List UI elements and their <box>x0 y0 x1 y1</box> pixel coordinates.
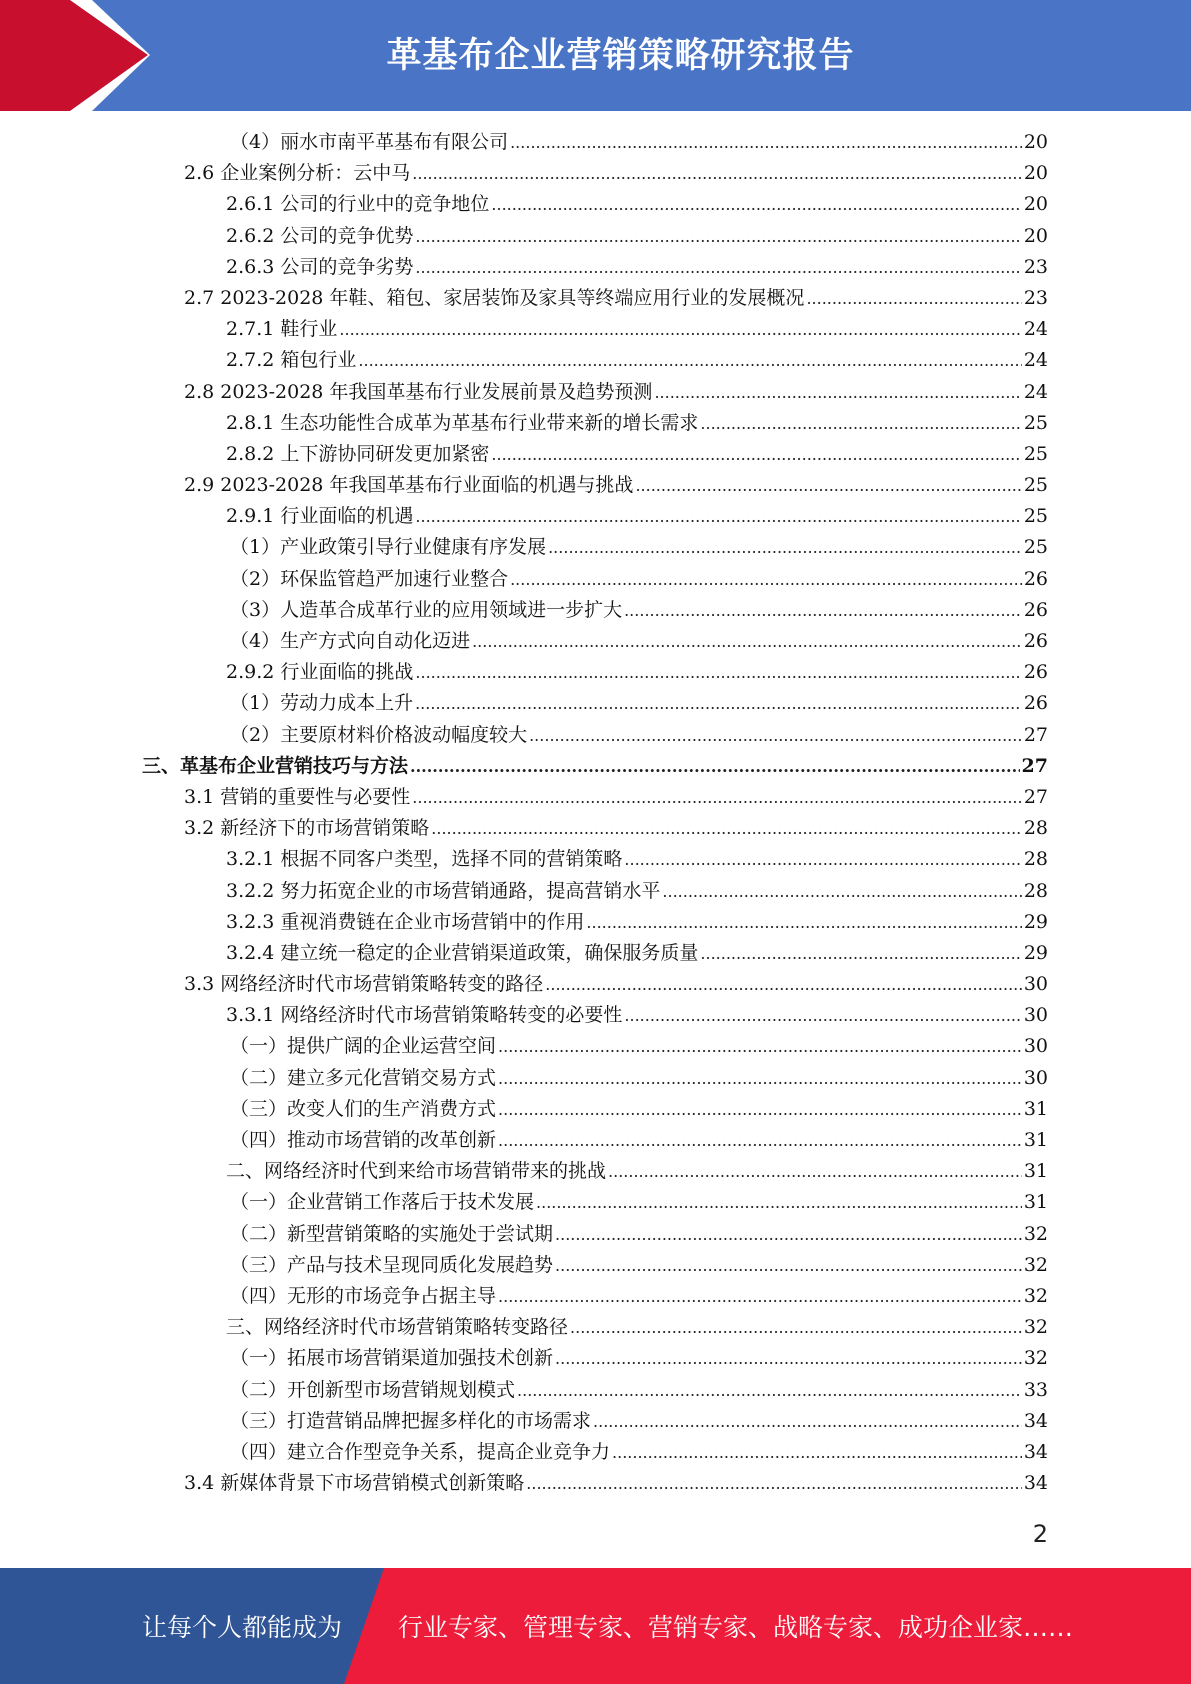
toc-entry[interactable] <box>142 1125 1048 1156</box>
toc-leader-dots <box>555 1349 1022 1368</box>
toc-entry[interactable] <box>142 907 1048 938</box>
toc-entry-page: 25 <box>1023 474 1048 497</box>
toc-entry[interactable] <box>142 626 1048 657</box>
toc-entry[interactable] <box>142 1094 1048 1125</box>
toc-entry-title: 2.9.1 行业面临的机遇 <box>226 505 414 528</box>
toc-leader-dots <box>700 944 1021 963</box>
toc-entry-page: 30 <box>1023 973 1048 996</box>
toc-entry-page: 25 <box>1023 411 1048 434</box>
toc-entry-title: 2.8.2 上下游协同研发更加紧密 <box>226 442 490 465</box>
toc-entry-page: 32 <box>1023 1284 1048 1307</box>
toc-entry-title: （1）产业政策引导行业健康有序发展 <box>230 536 547 559</box>
toc-entry-title: 2.6 企业案例分析：云中马 <box>184 162 411 185</box>
toc-leader-dots <box>608 1162 1022 1181</box>
toc-entry-title: 3.2.2 努力拓宽企业的市场营销通路，提高营销水平 <box>226 879 661 902</box>
toc-entry[interactable] <box>142 189 1048 220</box>
toc-entry[interactable] <box>142 532 1048 563</box>
toc-entry-page: 28 <box>1023 848 1048 871</box>
toc-entry[interactable] <box>142 470 1048 501</box>
toc-entry[interactable] <box>142 782 1048 813</box>
toc-entry-title: （四）推动市场营销的改革创新 <box>230 1129 497 1151</box>
toc-leader-dots <box>806 289 1021 308</box>
toc-entry[interactable] <box>142 221 1048 252</box>
toc-entry-page: 30 <box>1023 1004 1048 1027</box>
toc-entry[interactable] <box>142 657 1048 688</box>
toc-entry-page: 20 <box>1023 131 1048 153</box>
toc-entry[interactable] <box>142 1375 1048 1406</box>
toc-entry[interactable] <box>142 1156 1048 1187</box>
toc-entry-title: 2.9 2023-2028 年我国革基布行业面临的机遇与挑战 <box>184 474 634 497</box>
toc-leader-dots <box>700 414 1021 433</box>
toc-leader-dots <box>510 133 1022 152</box>
page-header <box>0 0 1191 111</box>
toc-leader-dots <box>498 1287 1022 1306</box>
toc-entry[interactable] <box>142 252 1048 283</box>
toc-entry[interactable] <box>142 377 1048 408</box>
toc-leader-dots <box>624 601 1022 620</box>
toc-entry-title: （3）人造革合成革行业的应用领域进一步扩大 <box>230 598 623 621</box>
toc-leader-dots <box>555 1256 1022 1275</box>
toc-entry-title: 2.6.3 公司的竞争劣势 <box>226 255 414 278</box>
toc-leader-dots <box>431 819 1022 838</box>
toc-leader-dots <box>358 351 1021 370</box>
toc-entry-page: 26 <box>1023 598 1048 621</box>
footer-slogan-left: 让每个人都能成为 <box>142 1613 343 1642</box>
toc-leader-dots <box>612 1443 1022 1462</box>
toc-entry-title: （三）打造营销品牌把握多样化的市场需求 <box>230 1409 592 1432</box>
toc-leader-dots <box>415 507 1021 526</box>
toc-leader-dots <box>498 1131 1022 1150</box>
toc-entry-page: 27 <box>1021 754 1048 777</box>
toc-entry-title: 3.1 营销的重要性与必要性 <box>184 785 411 808</box>
toc-leader-dots <box>491 445 1021 464</box>
toc-entry-title: 三、革基布企业营销技巧与方法 <box>142 754 409 777</box>
toc-entry-page: 29 <box>1023 941 1048 964</box>
toc-entry-page: 30 <box>1023 1066 1048 1089</box>
toc-entry-page: 31 <box>1023 1160 1048 1183</box>
toc-entry-page: 26 <box>1023 630 1048 652</box>
toc-entry-title: 2.9.2 行业面临的挑战 <box>226 661 414 684</box>
toc-entry[interactable] <box>142 1406 1048 1437</box>
toc-entry[interactable] <box>142 283 1048 314</box>
toc-entry[interactable] <box>142 1219 1048 1250</box>
toc-entry[interactable] <box>142 1437 1048 1468</box>
toc-entry[interactable] <box>142 813 1048 844</box>
toc-entry[interactable] <box>142 1312 1048 1343</box>
toc-entry-page: 32 <box>1023 1222 1048 1245</box>
toc-entry-page: 26 <box>1023 661 1048 684</box>
toc-entry[interactable] <box>142 1000 1048 1031</box>
toc-entry-title: 2.8 2023-2028 年我国革基布行业发展前景及趋势预测 <box>184 380 653 403</box>
toc-entry-title: 3.2.1 根据不同客户类型，选择不同的营销策略 <box>226 848 623 871</box>
toc-entry-title: 3.3 网络经济时代市场营销策略转变的路径 <box>184 973 544 996</box>
toc-entry-title: 2.8.1 生态功能性合成革为革基布行业带来新的增长需求 <box>226 411 699 434</box>
toc-entry-page: 26 <box>1023 567 1048 590</box>
toc-entry-title: （2）主要原材料价格波动幅度较大 <box>230 723 528 746</box>
toc-entry-page: 34 <box>1023 1440 1048 1463</box>
toc-leader-dots <box>654 383 1021 402</box>
toc-leader-dots <box>498 1069 1022 1088</box>
toc-entry-page: 32 <box>1023 1316 1048 1339</box>
toc-entry-title: （二）新型营销策略的实施处于尝试期 <box>230 1222 554 1245</box>
toc-entry[interactable] <box>142 595 1048 626</box>
toc-leader-dots <box>412 164 1022 183</box>
toc-entry[interactable] <box>142 1250 1048 1281</box>
toc-entry[interactable] <box>142 408 1048 439</box>
toc-entry-page: 31 <box>1023 1191 1048 1214</box>
toc-entry-title: 3.2.3 重视消费链在企业市场营销中的作用 <box>226 910 585 933</box>
toc-leader-dots <box>498 1037 1022 1056</box>
toc-entry-page: 29 <box>1023 910 1048 933</box>
toc-entry-page: 27 <box>1023 723 1048 746</box>
page-footer <box>0 1568 1191 1684</box>
toc-entry-title: 3.2.4 建立统一稳定的企业营销渠道政策，确保服务质量 <box>226 941 699 964</box>
toc-entry-title: （三）改变人们的生产消费方式 <box>230 1097 497 1120</box>
toc-leader-dots <box>586 913 1021 932</box>
toc-entry-title: 2.7.2 箱包行业 <box>226 349 357 372</box>
toc-leader-dots <box>570 1318 1022 1337</box>
toc-leader-dots <box>548 538 1022 557</box>
toc-entry-page: 32 <box>1023 1347 1048 1370</box>
toc-entry-title: （一）拓展市场营销渠道加强技术创新 <box>230 1347 554 1370</box>
toc-entry-page: 30 <box>1023 1035 1048 1058</box>
toc-entry-page: 31 <box>1023 1129 1048 1151</box>
toc-entry[interactable] <box>142 876 1048 907</box>
toc-entry[interactable] <box>142 127 1048 158</box>
toc-leader-dots <box>624 1006 1021 1025</box>
toc-leader-dots <box>491 195 1021 214</box>
toc-leader-dots <box>415 227 1021 246</box>
toc-entry-title: （三）产品与技术呈现同质化发展趋势 <box>230 1253 554 1276</box>
toc-entry-page: 31 <box>1023 1097 1048 1120</box>
toc-leader-dots <box>415 694 1022 713</box>
toc-leader-dots <box>412 788 1022 807</box>
toc-entry-title: 2.6.2 公司的竞争优势 <box>226 224 414 247</box>
toc-entry[interactable] <box>142 1281 1048 1312</box>
toc-entry-page: 25 <box>1023 505 1048 528</box>
toc-entry-page: 25 <box>1023 536 1048 559</box>
toc-entry[interactable] <box>142 158 1048 189</box>
toc-entry-title: （四）建立合作型竞争关系，提高企业竞争力 <box>230 1440 611 1463</box>
footer-slogan-right: 行业专家、管理专家、营销专家、战略专家、成功企业家…… <box>398 1613 1074 1642</box>
toc-entry[interactable] <box>142 1031 1048 1062</box>
toc-leader-dots <box>410 757 1020 776</box>
toc-entry[interactable] <box>142 564 1048 595</box>
toc-entry-title: （一）提供广阔的企业运营空间 <box>230 1035 497 1058</box>
toc-entry-page: 27 <box>1023 785 1048 808</box>
toc-leader-dots <box>526 1474 1022 1493</box>
toc-leader-dots <box>510 570 1022 589</box>
toc-leader-dots <box>662 882 1021 901</box>
toc-entry-title: （一）企业营销工作落后于技术发展 <box>230 1191 535 1214</box>
toc-entry-page: 23 <box>1023 286 1048 309</box>
toc-entry-page: 28 <box>1023 817 1048 840</box>
toc-entry[interactable] <box>142 1468 1048 1499</box>
toc-entry-page: 34 <box>1023 1409 1048 1432</box>
toc-entry-page: 24 <box>1023 318 1048 341</box>
toc-entry-page: 33 <box>1023 1378 1048 1401</box>
toc-entry-page: 24 <box>1023 380 1048 403</box>
toc-entry[interactable] <box>142 314 1048 345</box>
toc-entry-title: （4）丽水市南平革基布有限公司 <box>230 131 509 153</box>
toc-entry[interactable] <box>142 688 1048 719</box>
toc-entry-title: 2.7.1 鞋行业 <box>226 318 338 341</box>
toc-leader-dots <box>415 663 1021 682</box>
toc-entry[interactable] <box>142 938 1048 969</box>
toc-entry-page: 32 <box>1023 1253 1048 1276</box>
toc-entry-page: 23 <box>1023 255 1048 278</box>
toc-entry-title: （1）劳动力成本上升 <box>230 692 414 715</box>
toc-entry[interactable] <box>142 1343 1048 1374</box>
toc-entry[interactable] <box>142 1187 1048 1218</box>
toc-leader-dots <box>545 975 1022 994</box>
page-number: 2 <box>1032 1520 1048 1548</box>
toc-entry-title: 3.2 新经济下的市场营销策略 <box>184 817 430 840</box>
toc-entry[interactable] <box>142 969 1048 1000</box>
toc-entry-title: （二）建立多元化营销交易方式 <box>230 1066 497 1089</box>
toc-leader-dots <box>472 632 1022 651</box>
toc-entry[interactable] <box>142 751 1048 782</box>
toc-entry-title: 2.6.1 公司的行业中的竞争地位 <box>226 193 490 216</box>
toc-entry-title: 2.7 2023-2028 年鞋、箱包、家居装饰及家具等终端应用行业的发展概况 <box>184 286 805 309</box>
toc-entry-page: 24 <box>1023 349 1048 372</box>
toc-leader-dots <box>339 320 1021 339</box>
toc-entry[interactable] <box>142 345 1048 376</box>
toc-entry-page: 34 <box>1023 1472 1048 1495</box>
toc-entry[interactable] <box>142 720 1048 751</box>
toc-leader-dots <box>635 476 1021 495</box>
toc-entry-title: 三、网络经济时代市场营销策略转变路径 <box>226 1316 569 1339</box>
toc-entry[interactable] <box>142 439 1048 470</box>
toc-entry-title: 3.3.1 网络经济时代市场营销策略转变的必要性 <box>226 1004 623 1027</box>
toc-entry-title: （四）无形的市场竞争占据主导 <box>230 1284 497 1307</box>
table-of-contents <box>142 127 1048 1499</box>
toc-entry[interactable] <box>142 501 1048 532</box>
toc-entry-page: 28 <box>1023 879 1048 902</box>
toc-entry-title: 二、网络经济时代到来给市场营销带来的挑战 <box>226 1160 607 1183</box>
toc-entry-title: （2）环保监管趋严加速行业整合 <box>230 567 509 590</box>
toc-entry-title: （二）开创新型市场营销规划模式 <box>230 1378 516 1401</box>
header-title: 革基布企业营销策略研究报告 <box>386 36 855 76</box>
toc-entry-title: 3.4 新媒体背景下市场营销模式创新策略 <box>184 1472 525 1495</box>
toc-entry[interactable] <box>142 844 1048 875</box>
toc-entry-page: 20 <box>1023 224 1048 247</box>
toc-entry[interactable] <box>142 1063 1048 1094</box>
toc-leader-dots <box>529 726 1022 745</box>
toc-leader-dots <box>517 1381 1022 1400</box>
toc-leader-dots <box>498 1100 1022 1119</box>
toc-entry-page: 20 <box>1023 193 1048 216</box>
toc-leader-dots <box>415 258 1021 277</box>
toc-entry-page: 26 <box>1023 692 1048 715</box>
toc-leader-dots <box>593 1412 1022 1431</box>
toc-entry-page: 25 <box>1023 442 1048 465</box>
toc-leader-dots <box>555 1225 1022 1244</box>
toc-leader-dots <box>536 1193 1022 1212</box>
toc-entry-page: 20 <box>1023 162 1048 185</box>
toc-entry-title: （4）生产方式向自动化迈进 <box>230 630 471 652</box>
toc-leader-dots <box>624 850 1021 869</box>
